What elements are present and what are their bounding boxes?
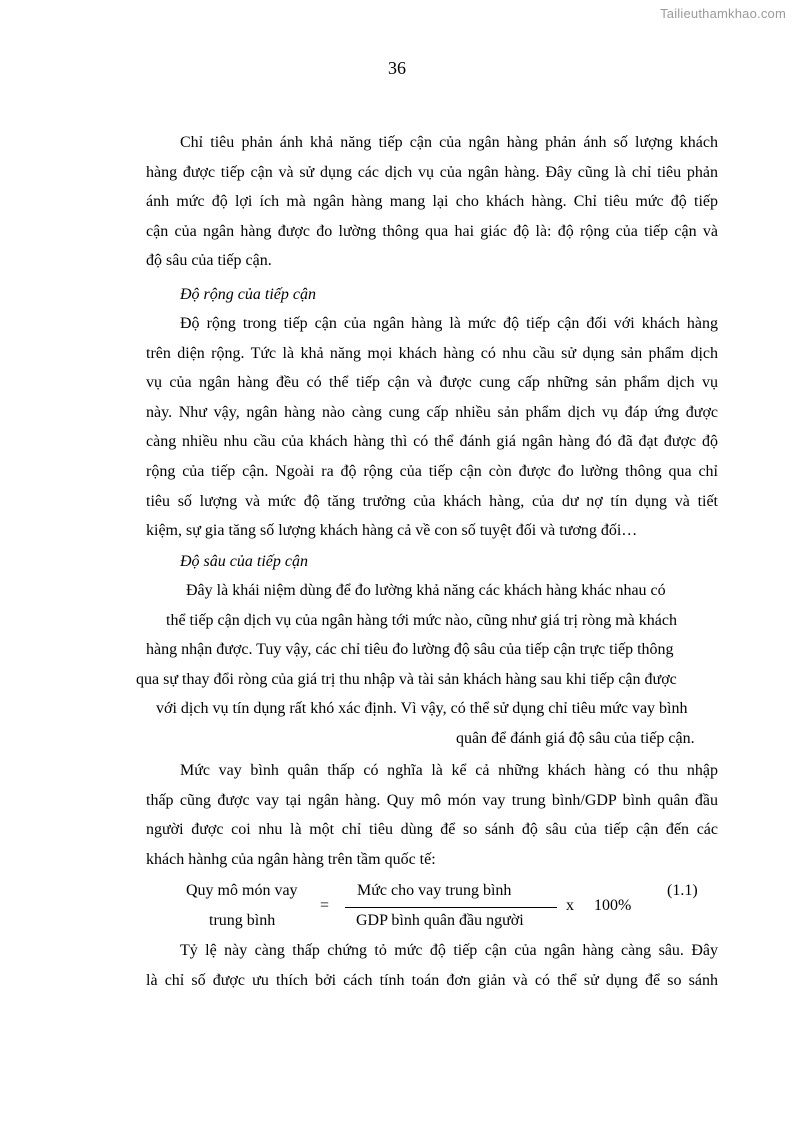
paragraph-breadth [146, 309, 718, 546]
text-line: quân để đánh giá độ sâu của tiếp cận. [456, 730, 695, 747]
text-line: Đây là khái niệm dùng để đo lường khả năng các khách hàng khác nhau có [186, 582, 666, 599]
formula-times: x [566, 897, 574, 914]
fraction-bar [345, 907, 557, 908]
paragraph-ratio [146, 936, 718, 995]
text-line: rộng của tiếp cận. Ngoài ra độ rộng của tiếp cận còn được đo lường thông qua chỉ [146, 462, 718, 480]
text-line: ánh mức độ lợi ích mà ngân hàng mang lại cho khách hàng. Chỉ tiêu mức độ tiếp [146, 193, 718, 211]
paragraph-average-loan [146, 756, 718, 874]
heading-depth: Độ sâu của tiếp cận [180, 553, 308, 570]
page-number: 36 [388, 58, 406, 78]
text-line: độ sâu của tiếp cận. [146, 252, 272, 270]
formula-percent: 100% [594, 897, 632, 914]
paragraph-access-capability [146, 128, 718, 276]
formula-1-1 [0, 870, 794, 940]
text-line: cận của ngân hàng được đo lường thông qua hai giác độ là: độ rộng của tiếp cận và [146, 222, 718, 240]
text-line: tiêu số lượng và mức độ tăng trưởng của khách hàng, của dư nợ tín dụng và tiết [146, 492, 718, 510]
watermark: Tailieuthamkhao.com [660, 6, 786, 21]
text-line: qua sự thay đổi ròng của giá trị thu nhập và tài sản khách hàng sau khi tiếp cận được [136, 671, 677, 688]
text-line: Chỉ tiêu phản ánh khả năng tiếp cận của ngân hàng phản ánh số lượng khách [180, 134, 718, 151]
text-line: trên diện rộng. Tức là khả năng mọi khách hàng có nhu cầu sử dụng sản phẩm dịch [146, 344, 718, 362]
text-line: là chỉ số được ưu thích bởi cách tính toán đơn giản và có thể sử dụng để so sánh [146, 971, 718, 989]
text-line: thể tiếp cận dịch vụ của ngân hàng tới mức nào, cũng như giá trị ròng mà khách [166, 612, 677, 629]
text-line: hàng được tiếp cận và sử dụng các dịch vụ của ngân hàng. Đây cũng là chỉ tiêu phản [146, 163, 718, 181]
formula-lhs-line1: Quy mô món vay [186, 882, 298, 899]
formula-equals: = [320, 897, 330, 914]
text-line: thấp cũng được vay tại ngân hàng. Quy mô món vay trung bình/GDP bình quân đầu [146, 791, 718, 809]
text-line: người được coi nhu là một chỉ tiêu dùng để so sánh độ sâu của tiếp cận đến các [146, 821, 718, 839]
text-line: kiệm, sự gia tăng số lượng khách hàng cả về con số tuyệt đối và tương đối… [146, 522, 638, 540]
formula-equation-number: (1.1) [667, 882, 698, 899]
text-line: vụ của ngân hàng đều có thể tiếp cận và được cung cấp những sản phẩm dịch vụ [146, 374, 718, 392]
formula-numerator: Mức cho vay trung bình [357, 882, 512, 899]
text-line: hàng nhận được. Tuy vậy, các chỉ tiêu đo lường độ sâu của tiếp cận trực tiếp thông [146, 641, 674, 658]
text-line: càng nhiều nhu cầu của khách hàng thì có thể đánh giá ngân hàng đó đã đạt được độ [146, 433, 718, 451]
text-line: Mức vay bình quân thấp có nghĩa là kể cả những khách hàng có thu nhập [180, 762, 718, 779]
text-line: Độ rộng trong tiếp cận của ngân hàng là mức độ tiếp cận đối với khách hàng [180, 315, 718, 332]
formula-lhs-line2: trung bình [209, 912, 276, 929]
formula-denominator: GDP bình quân đầu người [356, 912, 524, 929]
text-line: với dịch vụ tín dụng rất khó xác định. Vì vậy, có thể sử dụng chỉ tiêu mức vay bình [156, 700, 688, 717]
text-line: Tỷ lệ này càng thấp chứng tỏ mức độ tiếp cận của ngân hàng càng sâu. Đây [180, 942, 718, 959]
heading-breadth: Độ rộng của tiếp cận [180, 286, 316, 303]
text-line: khách hànhg của ngân hàng trên tầm quốc tế: [146, 850, 436, 868]
text-line: này. Như vậy, ngân hàng nào càng cung cấp nhiều sản phẩm dịch vụ đáp ứng được [146, 403, 718, 421]
